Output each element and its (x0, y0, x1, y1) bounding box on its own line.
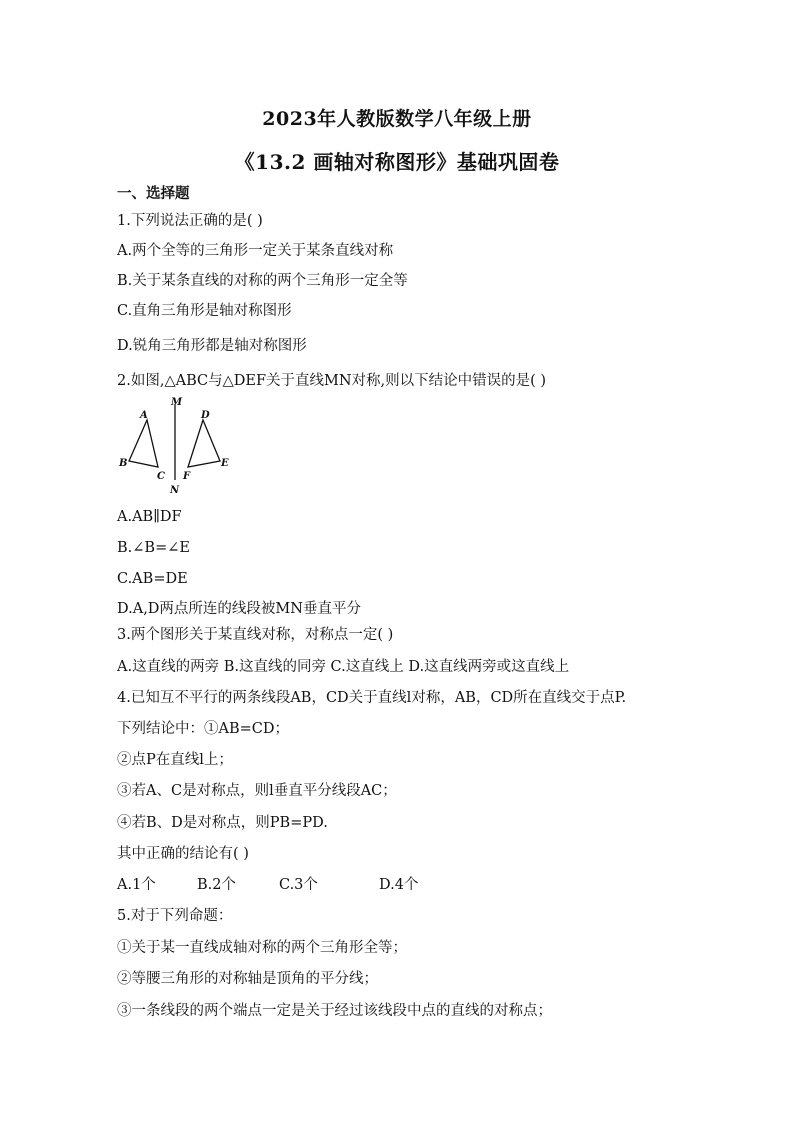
q2-stem: 2.如图,△ABC与△DEF关于直线MN对称,则以下结论中错误的是( ) (117, 373, 547, 389)
label-c: C (157, 471, 165, 482)
q4-option-d: D.4个 (379, 877, 419, 893)
label-d: D (201, 410, 210, 421)
label-n: N (170, 485, 180, 496)
symmetry-figure (112, 396, 242, 498)
section-heading: 一、选择题 (117, 186, 190, 202)
label-e: E (221, 458, 229, 469)
q4-line-5: 其中正确的结论有( ) (117, 846, 249, 862)
label-m: M (171, 397, 183, 408)
q1-option-c: C.直角三角形是轴对称图形 (117, 303, 292, 319)
q1-option-a: A.两个全等的三角形一定关于某条直线对称 (117, 243, 394, 259)
q4-line-2: ②点P在直线l上； (117, 752, 233, 768)
q4-line-3: ③若A、C是对称点，则l垂直平分线段AC； (117, 783, 397, 799)
q4-line-4: ④若B、D是对称点，则PB=PD. (117, 815, 328, 831)
q2-option-d: D.A,D两点所连的线段被MN垂直平分 (117, 601, 361, 617)
q4-options (117, 876, 418, 894)
q3-options: A.这直线的两旁 B.这直线的同旁 C.这直线上 D.这直线两旁或这直线上 (117, 659, 570, 675)
q5-line-3: ③一条线段的两个端点一定是关于经过该线段中点的直线的对称点； (117, 1003, 552, 1019)
q1-stem: 1.下列说法正确的是( ) (117, 213, 263, 229)
label-a: A (140, 410, 148, 421)
q4-option-c: C.3个 (279, 877, 318, 893)
q5-stem: 5.对于下列命题： (117, 908, 233, 924)
triangle-def (188, 420, 220, 467)
q2-option-a: A.AB∥DF (117, 509, 182, 525)
q4-line-1: 下列结论中：①AB=CD； (117, 721, 289, 737)
label-f: F (183, 471, 191, 482)
doc-title-line2: 《13.2 画轴对称图形》基础巩固卷 (234, 150, 560, 174)
q3-stem: 3.两个图形关于某直线对称，对称点一定( ) (117, 627, 394, 643)
q2-option-b: B.∠B=∠E (117, 540, 190, 556)
q5-line-2: ②等腰三角形的对称轴是顶角的平分线； (117, 971, 378, 987)
q4-stem: 4.已知互不平行的两条线段AB，CD关于直线l对称，AB，CD所在直线交于点P. (117, 690, 627, 706)
q4-option-a: A.1个 (117, 877, 156, 893)
q1-option-d: D.锐角三角形都是轴对称图形 (117, 338, 307, 354)
label-b: B (119, 458, 128, 469)
q2-option-c: C.AB=DE (117, 571, 188, 587)
triangle-abc (129, 420, 158, 467)
q5-line-1: ①关于某一直线成轴对称的两个三角形全等； (117, 940, 407, 956)
q4-option-b: B.2个 (197, 877, 236, 893)
q1-option-b: B.关于某条直线的对称的两个三角形一定全等 (117, 273, 408, 289)
doc-title-line1: 2023年人教版数学八年级上册 (262, 108, 532, 130)
